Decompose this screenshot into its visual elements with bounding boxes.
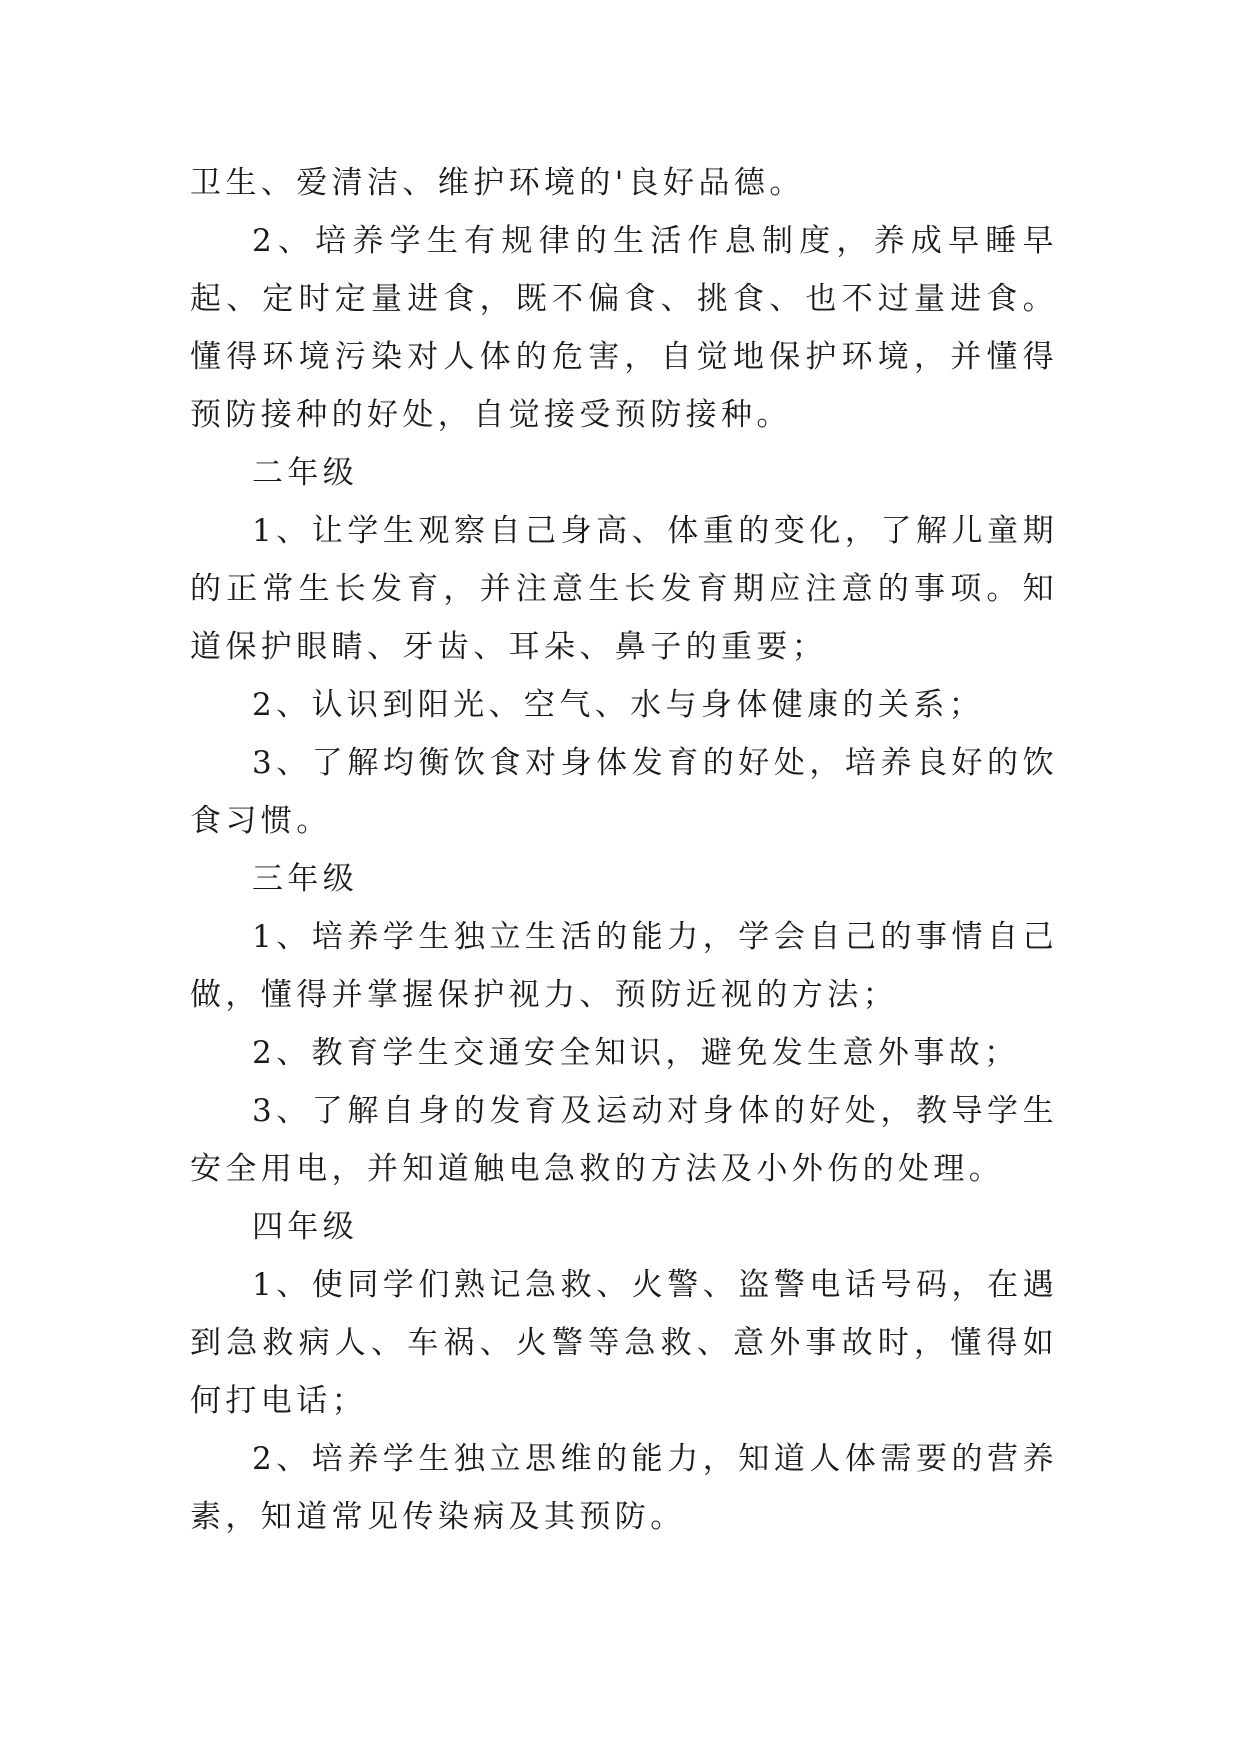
paragraph-grade1-item2: 2、培养学生有规律的生活作息制度，养成早睡早起、定时定量进食，既不偏食、挑食、也不过量进食。懂得环境污染对人体的危害，自觉地保护环境，并懂得预防接种的好处，自觉接受预防接种。 [190, 223, 1058, 433]
paragraph-grade4-item1: 1、使同学们熟记急救、火警、盗警电话号码，在遇到急救病人、车祸、火警等急救、意外事故时，懂得如何打电话； [190, 1267, 1058, 1419]
paragraph-continuation: 卫生、爱清洁、维护环境的'良好品德。 [190, 165, 805, 201]
heading-grade2: 二年级 [252, 455, 359, 491]
paragraph-grade3-item3: 3、了解自身的发育及运动对身体的好处，教导学生安全用电，并知道触电急救的方法及小外伤的处理。 [190, 1093, 1058, 1187]
paragraph-grade2-item2: 2、认识到阳光、空气、水与身体健康的关系； [252, 687, 985, 723]
paragraph-grade4-item2: 2、培养学生独立思维的能力，知道人体需要的营养素，知道常见传染病及其预防。 [190, 1441, 1058, 1535]
paragraph-grade3-item1: 1、培养学生独立生活的能力，学会自己的事情自己做，懂得并掌握保护视力、预防近视的方法； [190, 919, 1058, 1013]
heading-grade4: 四年级 [252, 1209, 359, 1245]
paragraph-grade2-item1: 1、让学生观察自己身高、体重的变化，了解儿童期的正常生长发育，并注意生长发育期应注意的事项。知道保护眼睛、牙齿、耳朵、鼻子的重要； [190, 513, 1058, 665]
heading-grade3: 三年级 [252, 861, 359, 897]
paragraph-grade3-item2: 2、教育学生交通安全知识，避免发生意外事故； [252, 1035, 1020, 1071]
paragraph-grade2-item3: 3、了解均衡饮食对身体发育的好处，培养良好的饮食习惯。 [190, 745, 1058, 839]
document-body [190, 154, 1058, 1546]
